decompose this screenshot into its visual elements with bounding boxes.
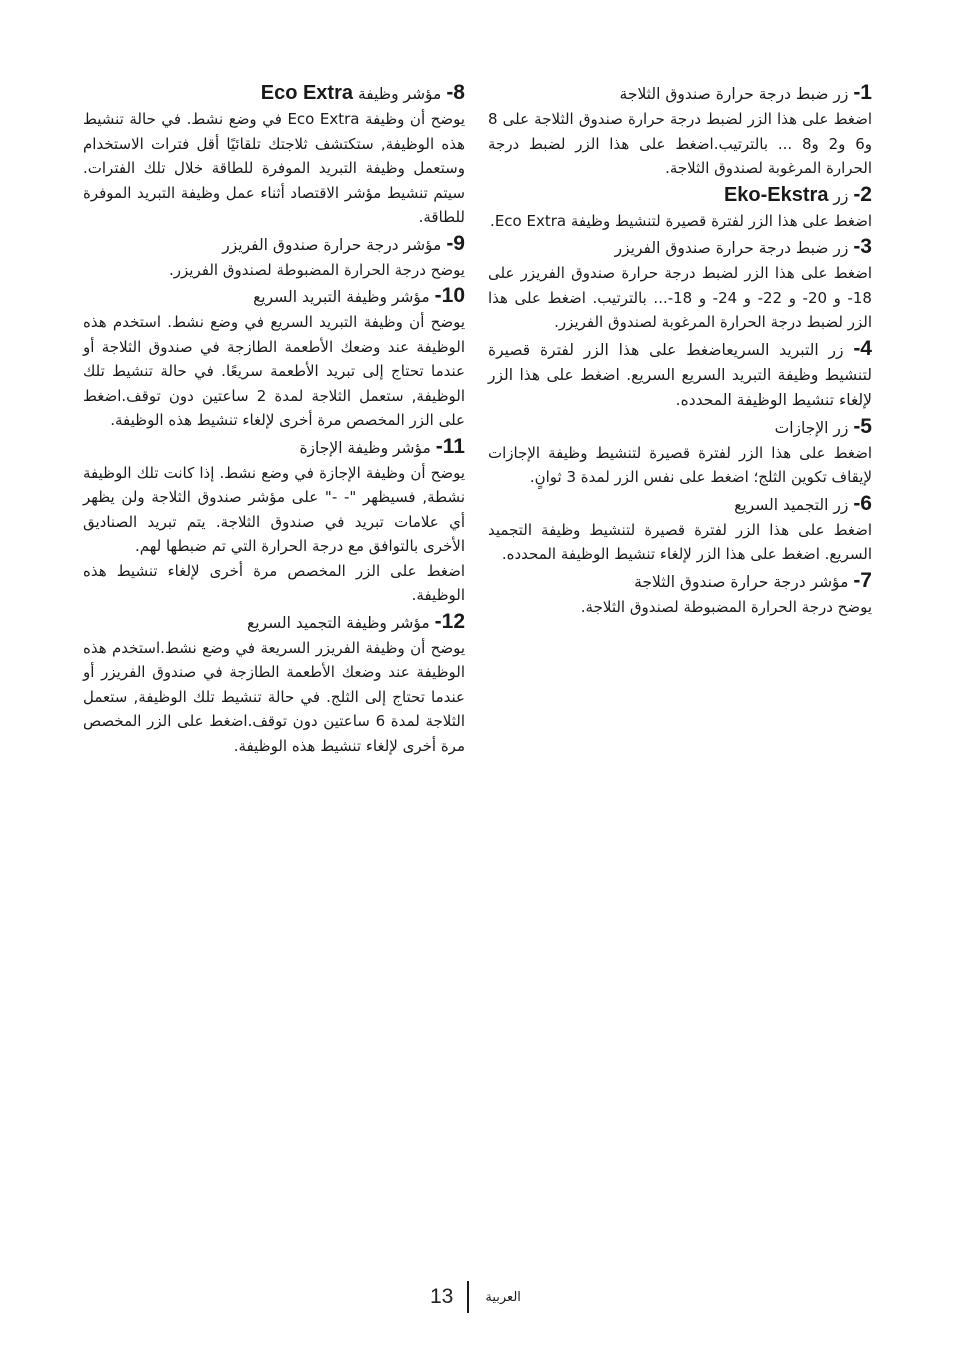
section-body: اضغط على هذا الزر لفترة قصيرة لتنشيط وظيفة Eco Extra. [490, 211, 872, 230]
instruction-section [83, 231, 465, 283]
section-heading [83, 609, 465, 636]
section-body: اضغط على هذا الزر لفترة قصيرة لتنشيط وظيفة التجميد السريع. اضغط على هذا الزر لإلغاء تنشيط الوظيفة المحدده. [488, 520, 872, 563]
section-title: مؤشر وظيفة التجميد السريع [246, 613, 430, 632]
instruction-section [488, 80, 872, 181]
section-number: -8 [446, 81, 465, 104]
section-body: يوضح درجة الحرارة المضبوطة لصندوق الفريزر. [169, 260, 465, 279]
section-body: اضغط على هذا الزر لفترة قصيرة لتنشيط وظيفة الإجازات لإيقاف تكوين الثلج؛ اضغط على نفس الزر لمدة 3 ثوانٍ. [488, 443, 872, 486]
instruction-section [488, 336, 872, 413]
section-title: مؤشر وظيفة [357, 85, 442, 103]
instruction-section [488, 568, 872, 620]
section-body: يوضح أن وظيفة الإجازة في وضع نشط. إذا كانت تلك الوظيفة نشطة, فسيظهر "- -" على مؤشر صندوق الثلاجة ولن يظهر أي علامات تبريد في صندوق الثلاجة. يتم تبريد الصناديق الأخرى بالتوافق مع درجة الحرارة التي تم ضبطها لهم. [83, 463, 465, 555]
section-title: مؤشر درجة حرارة صندوق الثلاجة [634, 572, 849, 591]
section-heading [488, 491, 872, 518]
section-number: -6 [853, 491, 872, 515]
instruction-section [83, 283, 465, 433]
section-body: اضغط على هذا الزر لضبط درجة حرارة صندوق الفريزر على 18- و 20- و 22- و 24- و 18-... بالترتيب. اضغط على هذا الزر لضبط درجة الحرارة المرغوبة لصندوق الفريزر. [488, 264, 872, 331]
section-body: يوضح أن وظيفة الفريزر السريعة في وضع نشط.استخدم هذه الوظيفة عند وضعك الأطعمة الطازجة في صندوق الفريزر أو عندما تحتاج إلى الثلج. في حالة تنشيط تلك الوظيفة, ستعمل الثلاجة لمدة 6 ساعتين دون توقف.اضغط على الزر المخصص مرة أخرى لإلغاء تنشيط هذه الوظيفة. [83, 638, 465, 755]
section-title-latin: Eko-Ekstra [723, 183, 829, 206]
section-number: -2 [853, 182, 872, 206]
section-heading [488, 80, 872, 107]
section-number: -7 [853, 568, 872, 592]
section-heading [488, 414, 872, 441]
section-body: يوضح أن وظيفة التبريد السريع في وضع نشط. استخدم هذه الوظيفة عند وضعك الأطعمة الطازجة في صندوق الثلاجة أو عندما تحتاج إلى تبريد الأطعمة سريعًا. في حالة تنشيط تلك الوظيفة, ستعمل الثلاجة لمدة 2 ساعتين دون توقف.اضغط على الزر المخصص مرة أخرى لإلغاء تنشيط هذه الوظيفة. [83, 313, 465, 429]
section-number: -5 [853, 414, 872, 438]
page-footer [430, 1280, 521, 1314]
instruction-section [83, 609, 465, 759]
section-heading [83, 80, 465, 107]
section-title: مؤشر وظيفة التبريد السريع [253, 288, 430, 306]
section-heading [83, 283, 465, 310]
section-body: يوضح درجة الحرارة المضبوطة لصندوق الثلاجة. [580, 597, 872, 616]
section-heading [488, 234, 872, 261]
section-number: -9 [446, 231, 465, 255]
section-number: -4 [853, 336, 872, 360]
section-number: -12 [434, 609, 465, 633]
section-number: -3 [853, 235, 872, 258]
section-heading [83, 231, 465, 258]
section-title: زر [833, 186, 849, 205]
section-heading [488, 568, 872, 595]
section-title: زر التبريد السريعاضغط على هذا الزر لفترة قصيرة لتنشيط وظيفة التبريد السريع السريع. اضغط على هذا الزر لإلغاء تنشيط الوظيفة المحدده. [488, 340, 872, 409]
section-heading [488, 336, 872, 413]
section-body: اضغط على هذا الزر لضبط درجة حرارة صندوق الثلاجة على 8 و6 و2 و8 ... بالترتيب.اضغط على هذا الزر لضبط درجة الحرارة المرغوبة لصندوق الثلاجة. [488, 110, 873, 177]
section-title: زر ضبط درجة حرارة صندوق الثلاجة [619, 85, 849, 103]
section-number: -1 [853, 81, 872, 104]
section-title-latin: Eco Extra [260, 82, 353, 104]
page-number: 13 [430, 1285, 454, 1308]
instruction-section [488, 234, 872, 335]
left-column [83, 80, 465, 759]
section-heading [488, 182, 872, 209]
instruction-section [488, 491, 872, 567]
section-body: يوضح أن وظيفة Eco Extra في وضع نشط. في حالة تنشيط هذه الوظيفة, ستكتشف ثلاجتك تلقائيًا أقل فترات الاستخدام وستعمل وظيفة التبريد الموفرة للطاقة خلال تلك الفترات. سيتم تنشيط مؤشر الاقتصاد أثناء عمل وظيفة التبريد الموفرة للطاقة. [83, 110, 465, 226]
section-title: زر الإجازات [774, 418, 849, 437]
section-title: زر ضبط درجة حرارة صندوق الفريزر [614, 239, 849, 257]
instruction-section [83, 434, 465, 608]
instruction-section [488, 182, 872, 234]
right-column [488, 80, 872, 620]
section-title: مؤشر وظيفة الإجازة [299, 438, 431, 457]
section-title: زر التجميد السريع [734, 495, 849, 514]
instruction-section [83, 80, 465, 230]
section-number: -11 [435, 434, 465, 458]
instruction-section [488, 414, 872, 490]
section-title: مؤشر درجة حرارة صندوق الفريزر [222, 235, 442, 254]
section-body: اضغط على الزر المخصص مرة أخرى لإلغاء تنشيط هذه الوظيفة. [83, 561, 465, 604]
section-number: -10 [434, 284, 465, 307]
section-heading [83, 434, 465, 461]
footer-language: العربية [485, 1289, 521, 1305]
